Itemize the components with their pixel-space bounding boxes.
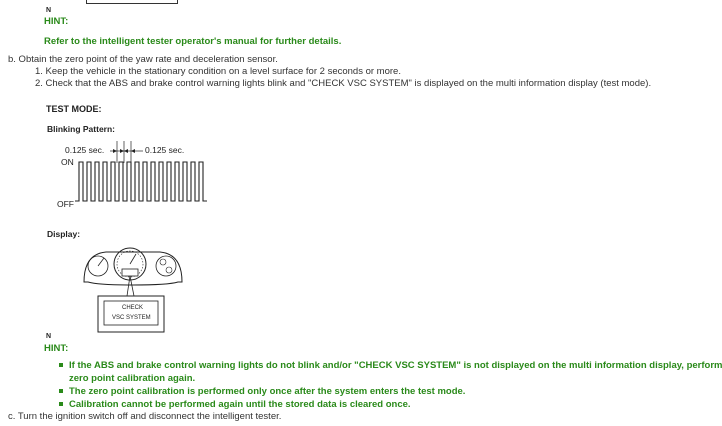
bullet-icon bbox=[59, 402, 63, 406]
hint-label-2: HINT: bbox=[44, 343, 69, 354]
hint-label: HINT: bbox=[44, 16, 69, 27]
on-label: ON bbox=[61, 157, 74, 167]
step-b-sub1: 1. Keep the vehicle in the stationary condition on a level surface for 2 seconds or more. bbox=[35, 66, 401, 77]
hint-bullet-1-cont: zero point calibration again. bbox=[69, 373, 196, 384]
off-label: OFF bbox=[57, 199, 74, 209]
hint-text: Refer to the intelligent tester operator's manual for further details. bbox=[44, 36, 342, 47]
hint-bullet-1: If the ABS and brake control warning lights do not blink and/or "CHECK VSC SYSTEM" is not displayed on the multi information display, perform bbox=[69, 360, 722, 371]
instrument-cluster-diagram bbox=[78, 238, 188, 338]
blinking-pattern-diagram bbox=[50, 135, 220, 215]
figure-box-edge bbox=[86, 0, 178, 4]
step-b-sub2: 2. Check that the ABS and brake control warning lights blink and "CHECK VSC SYSTEM" is displayed on the multi information display (test mode). bbox=[35, 78, 652, 89]
step-c-text: c. Turn the ignition switch off and disconnect the intelligent tester. bbox=[8, 411, 282, 422]
display-line1: CHECK bbox=[122, 305, 144, 311]
interval-right-label: 0.125 sec. bbox=[145, 145, 185, 155]
hint-bullet-2: The zero point calibration is performed only once after the system enters the test mode. bbox=[69, 386, 466, 397]
display-line2: VSC SYSTEM bbox=[112, 315, 151, 321]
step-b-text: b. Obtain the zero point of the yaw rate and deceleration sensor. bbox=[8, 54, 278, 65]
note-marker: N bbox=[46, 7, 52, 14]
note-marker-2: N bbox=[46, 333, 52, 340]
bullet-icon bbox=[59, 363, 63, 367]
bullet-icon bbox=[59, 389, 63, 393]
display-label: Display: bbox=[47, 229, 81, 239]
blinking-pattern-label: Blinking Pattern: bbox=[47, 124, 116, 134]
test-mode-label: TEST MODE: bbox=[46, 104, 102, 114]
interval-left-label: 0.125 sec. bbox=[65, 145, 105, 155]
hint-bullet-3: Calibration cannot be performed again until the stored data is cleared once. bbox=[69, 399, 411, 410]
